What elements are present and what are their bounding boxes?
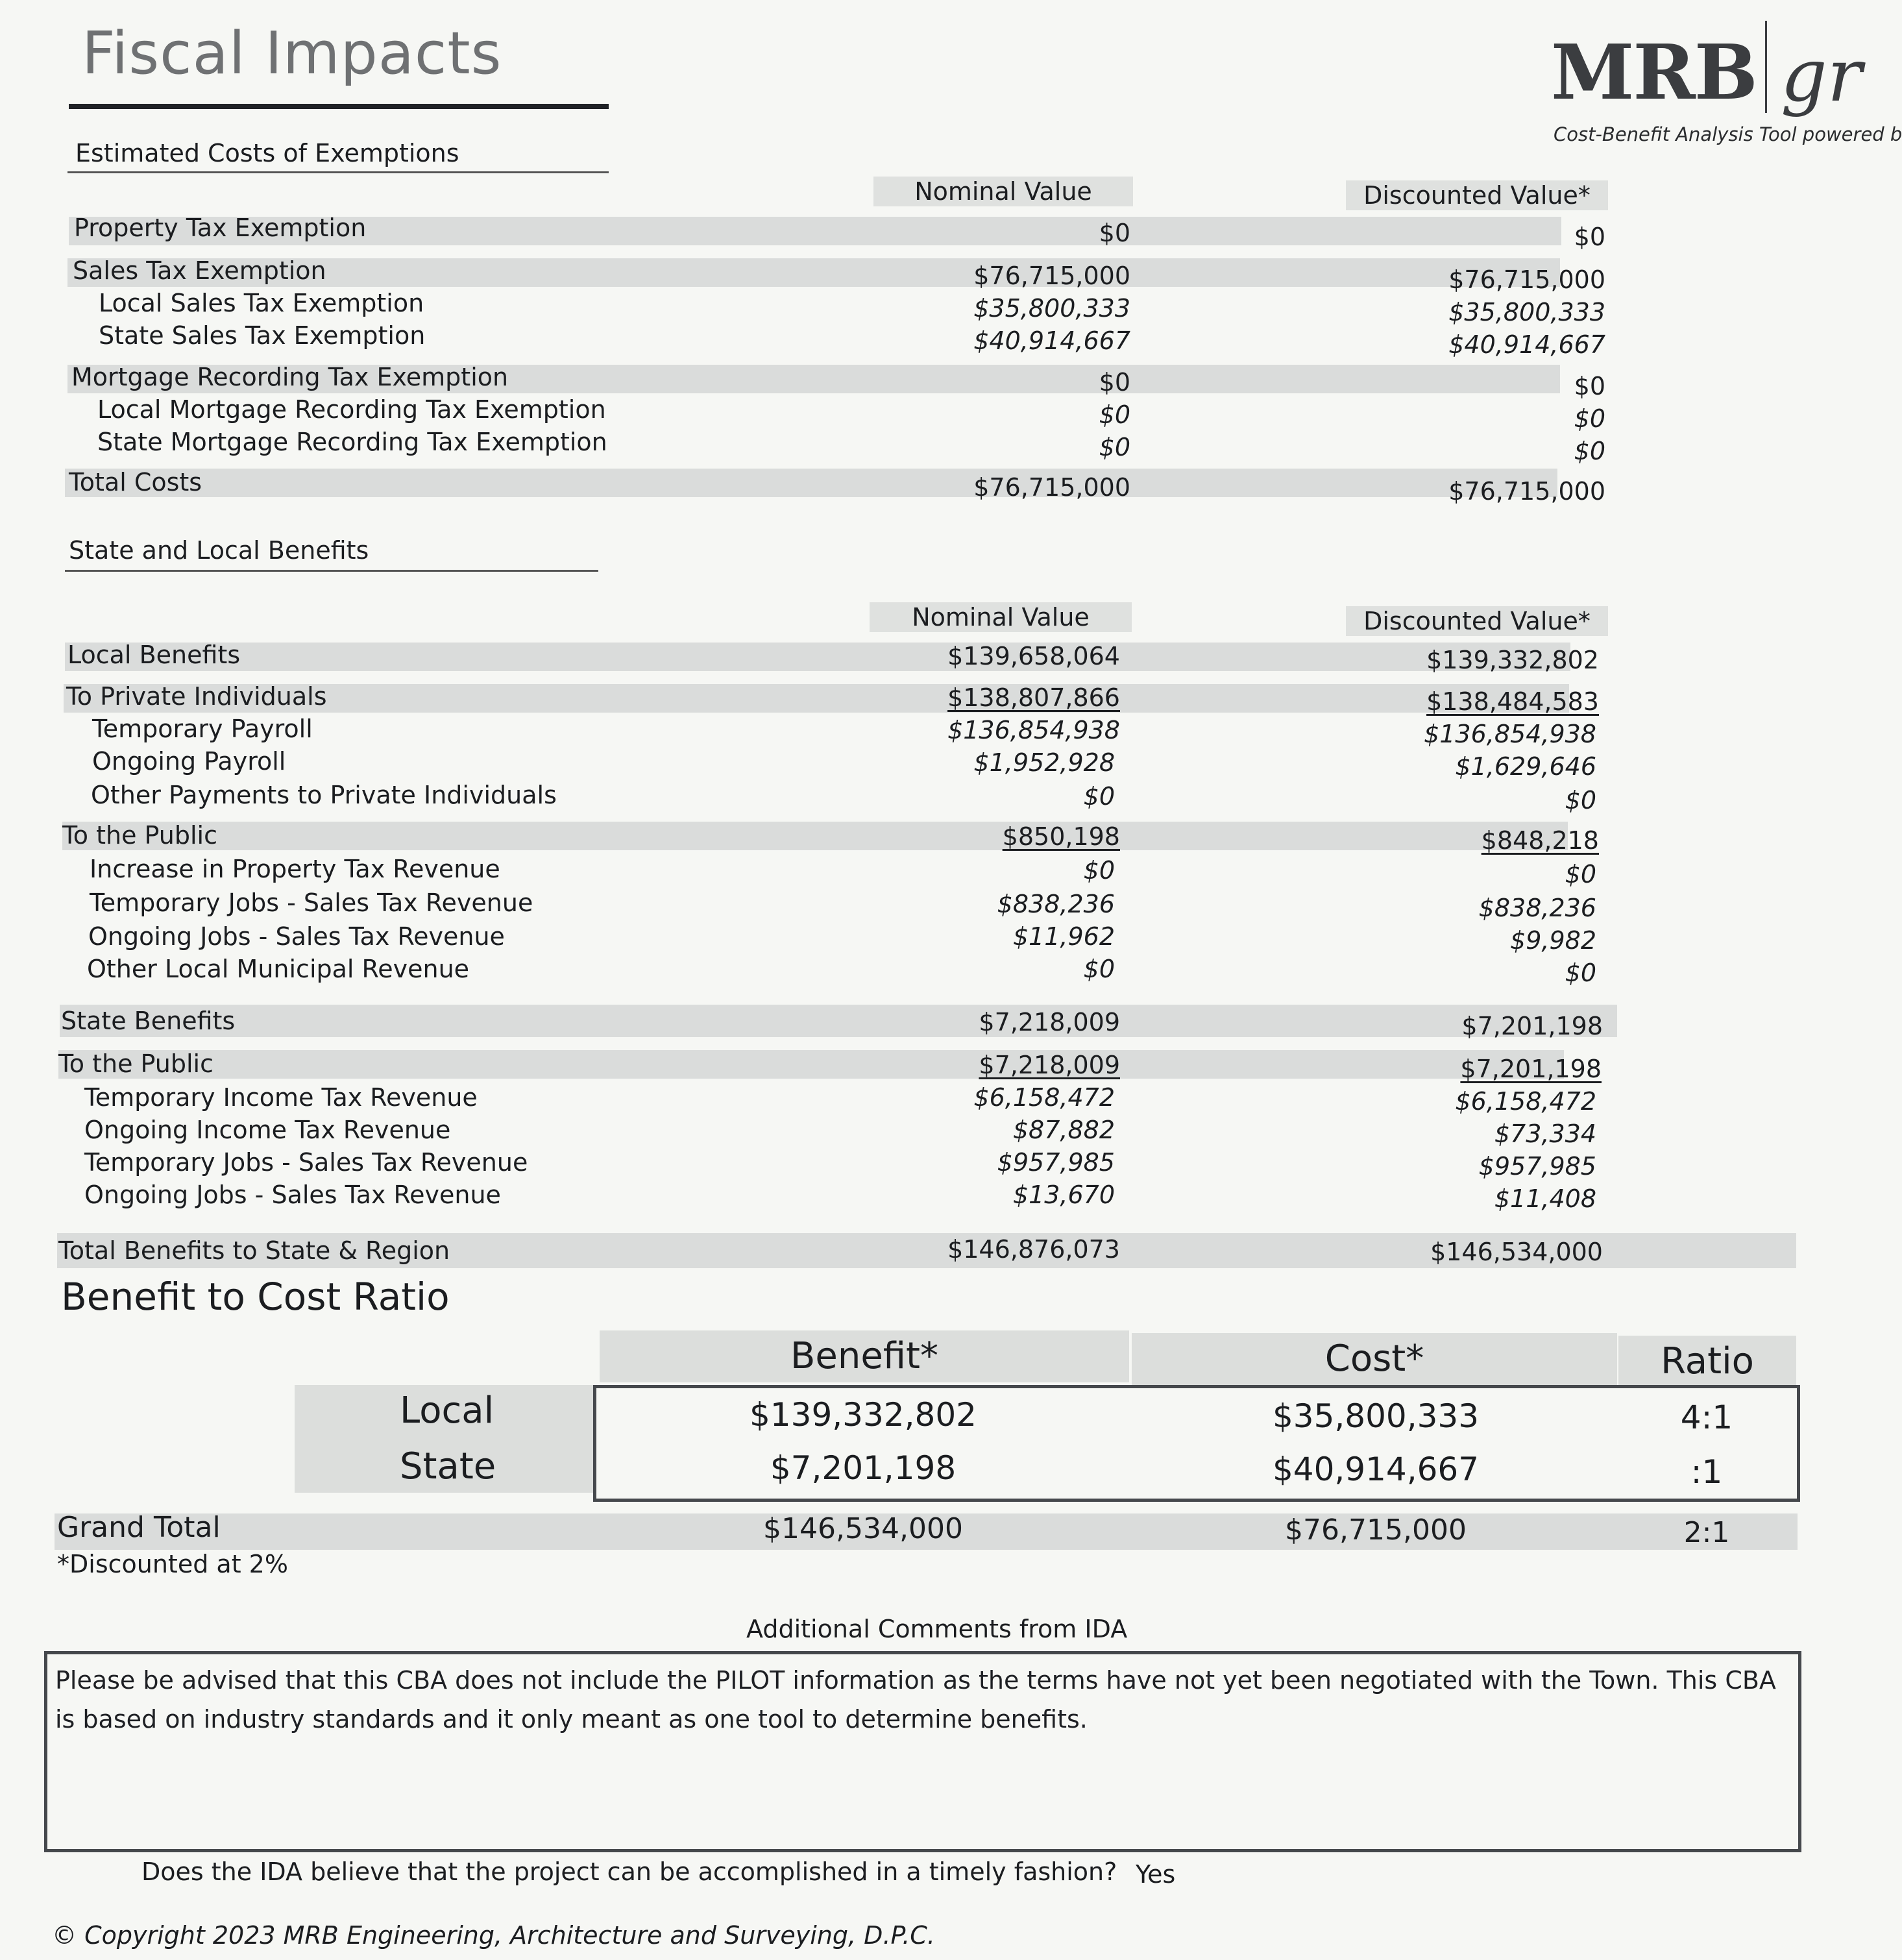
local-benefit: $139,332,802 (750, 1396, 977, 1434)
costs-heading: Estimated Costs of Exemptions (75, 139, 459, 167)
benefits-col-nominal: Nominal Value (870, 602, 1132, 632)
discounted-value: $35,800,333 (1448, 298, 1605, 326)
ratio-col-benefit: Benefit* (600, 1330, 1129, 1382)
grand-total-ratio: 2:1 (1683, 1516, 1730, 1549)
discounted-value: $7,201,198 (1461, 1012, 1603, 1040)
discounted-value: $139,332,802 (1426, 646, 1599, 674)
timely-question: Does the IDA believe that the project can be accomplished in a timely fashion? (141, 1857, 1117, 1886)
discounted-value: $7,201,198 (1460, 1055, 1602, 1083)
costs-col-nominal: Nominal Value (873, 177, 1133, 206)
page-title: Fiscal Impacts (82, 19, 502, 88)
row-label: Mortgage Recording Tax Exemption (71, 363, 509, 391)
row-label: Property Tax Exemption (74, 214, 367, 242)
comments-text: Please be advised that this CBA does not include the PILOT information as the terms have not yet been negotiated with the Town. This CBA is based on industry standards and it only meant as one tool to determine benefits. (55, 1666, 1776, 1733)
discounted-value: $0 (1565, 959, 1596, 987)
row-label: Total Costs (69, 468, 202, 496)
nominal-value: $0 (1083, 955, 1115, 983)
row-label: Other Local Municipal Revenue (87, 955, 470, 983)
nominal-value: $11,962 (1012, 922, 1115, 951)
discounted-value: $73,334 (1494, 1120, 1596, 1148)
row-label: State Benefits (61, 1007, 236, 1035)
discounted-value: $0 (1565, 860, 1596, 888)
grand-total-label: Grand Total (57, 1511, 221, 1544)
nominal-value: $13,670 (1012, 1181, 1115, 1209)
discounted-value: $0 (1574, 404, 1605, 433)
title-underline (69, 104, 609, 109)
row-label: Local Mortgage Recording Tax Exemption (97, 395, 606, 424)
logo-divider (1765, 21, 1767, 113)
discount-footnote: *Discounted at 2% (57, 1550, 288, 1578)
nominal-value: $136,854,938 (947, 716, 1120, 744)
benefits-col-discounted: Discounted Value* (1346, 606, 1608, 636)
ratio-row-state-label: State (295, 1441, 593, 1493)
nominal-value: $40,914,667 (973, 326, 1130, 355)
row-label: Temporary Jobs - Sales Tax Revenue (84, 1148, 528, 1177)
row-label: To the Public (62, 821, 217, 850)
ratio-title: Benefit to Cost Ratio (61, 1275, 450, 1319)
row-label: Sales Tax Exemption (73, 256, 326, 285)
costs-col-discounted: Discounted Value* (1346, 180, 1608, 210)
discounted-value: $76,715,000 (1448, 265, 1605, 294)
row-label: Increase in Property Tax Revenue (90, 855, 500, 883)
state-benefit: $7,201,198 (770, 1449, 957, 1487)
timely-answer: Yes (1136, 1860, 1176, 1889)
comments-box (44, 1651, 1801, 1852)
state-cost: $40,914,667 (1272, 1451, 1480, 1488)
nominal-value: $0 (1099, 219, 1130, 247)
nominal-value: $146,876,073 (947, 1235, 1120, 1264)
nominal-value: $35,800,333 (973, 294, 1130, 323)
nominal-value: $76,715,000 (973, 262, 1130, 290)
discounted-value: $838,236 (1478, 894, 1596, 922)
discounted-value: $0 (1574, 437, 1605, 465)
nominal-value: $0 (1099, 400, 1130, 429)
nominal-value: $0 (1083, 782, 1115, 811)
nominal-value: $957,985 (997, 1148, 1115, 1177)
row-label: Temporary Payroll (92, 715, 313, 743)
row-label: State Mortgage Recording Tax Exemption (97, 428, 607, 456)
row-label: Ongoing Payroll (92, 747, 286, 776)
row-label: Total Benefits to State & Region (58, 1236, 450, 1265)
nominal-value: $1,952,928 (973, 748, 1115, 777)
nominal-value: $76,715,000 (973, 473, 1130, 502)
row-label: Other Payments to Private Individuals (91, 781, 557, 809)
ratio-col-cost: Cost* (1132, 1333, 1617, 1385)
nominal-value: $838,236 (997, 890, 1115, 918)
discounted-value: $0 (1574, 372, 1605, 400)
row-label: Local Benefits (67, 641, 241, 669)
nominal-value: $139,658,064 (947, 642, 1120, 670)
row-label: Ongoing Jobs - Sales Tax Revenue (88, 922, 505, 951)
discounted-value: $138,484,583 (1426, 687, 1599, 716)
nominal-value: $0 (1083, 856, 1115, 885)
discounted-value: $146,534,000 (1430, 1238, 1603, 1266)
discounted-value: $848,218 (1481, 826, 1599, 855)
mrb-logo: MRB (1551, 29, 1757, 117)
nominal-value: $0 (1099, 433, 1130, 461)
grand-total-cost: $76,715,000 (1285, 1513, 1467, 1547)
nominal-value: $6,158,472 (973, 1083, 1115, 1112)
row-label: Temporary Income Tax Revenue (84, 1083, 478, 1112)
row-label: To the Public (58, 1049, 213, 1078)
benefits-heading-rule (65, 570, 598, 572)
discounted-value: $0 (1565, 786, 1596, 815)
nominal-value: $7,218,009 (979, 1008, 1120, 1036)
nominal-value: $0 (1099, 368, 1130, 397)
comments-title: Additional Comments from IDA (746, 1615, 1128, 1643)
discounted-value: $40,914,667 (1448, 330, 1605, 359)
tagline: Cost-Benefit Analysis Tool powered b (1554, 123, 1902, 145)
nominal-value: $850,198 (1002, 822, 1120, 851)
row-label: Local Sales Tax Exemption (99, 289, 424, 317)
benefits-heading: State and Local Benefits (69, 536, 369, 565)
row-label: Temporary Jobs - Sales Tax Revenue (90, 888, 533, 917)
local-ratio: 4:1 (1680, 1399, 1733, 1436)
mrb-logo-group: gr (1781, 34, 1862, 118)
ratio-row-local-label: Local (295, 1385, 593, 1441)
discounted-value: $136,854,938 (1424, 720, 1596, 748)
discounted-value: $957,985 (1478, 1152, 1596, 1181)
discounted-value: $0 (1574, 223, 1605, 251)
row-label: Ongoing Jobs - Sales Tax Revenue (84, 1181, 501, 1209)
state-ratio: :1 (1690, 1453, 1723, 1491)
grand-total-benefit: $146,534,000 (763, 1512, 963, 1545)
discounted-value: $1,629,646 (1455, 752, 1596, 781)
costs-heading-rule (67, 171, 609, 173)
row-label: To Private Individuals (66, 682, 327, 711)
discounted-value: $76,715,000 (1448, 477, 1605, 506)
nominal-value: $7,218,009 (979, 1051, 1120, 1079)
nominal-value: $138,807,866 (947, 683, 1120, 712)
copyright: © Copyright 2023 MRB Engineering, Architecture and Surveying, D.P.C. (52, 1921, 935, 1950)
discounted-value: $11,408 (1494, 1184, 1596, 1213)
discounted-value: $6,158,472 (1455, 1087, 1596, 1116)
discounted-value: $9,982 (1510, 926, 1596, 955)
row-label: Ongoing Income Tax Revenue (84, 1116, 451, 1144)
ratio-col-ratio: Ratio (1618, 1336, 1796, 1388)
row-label: State Sales Tax Exemption (99, 321, 426, 350)
local-cost: $35,800,333 (1272, 1397, 1480, 1435)
nominal-value: $87,882 (1012, 1116, 1115, 1144)
